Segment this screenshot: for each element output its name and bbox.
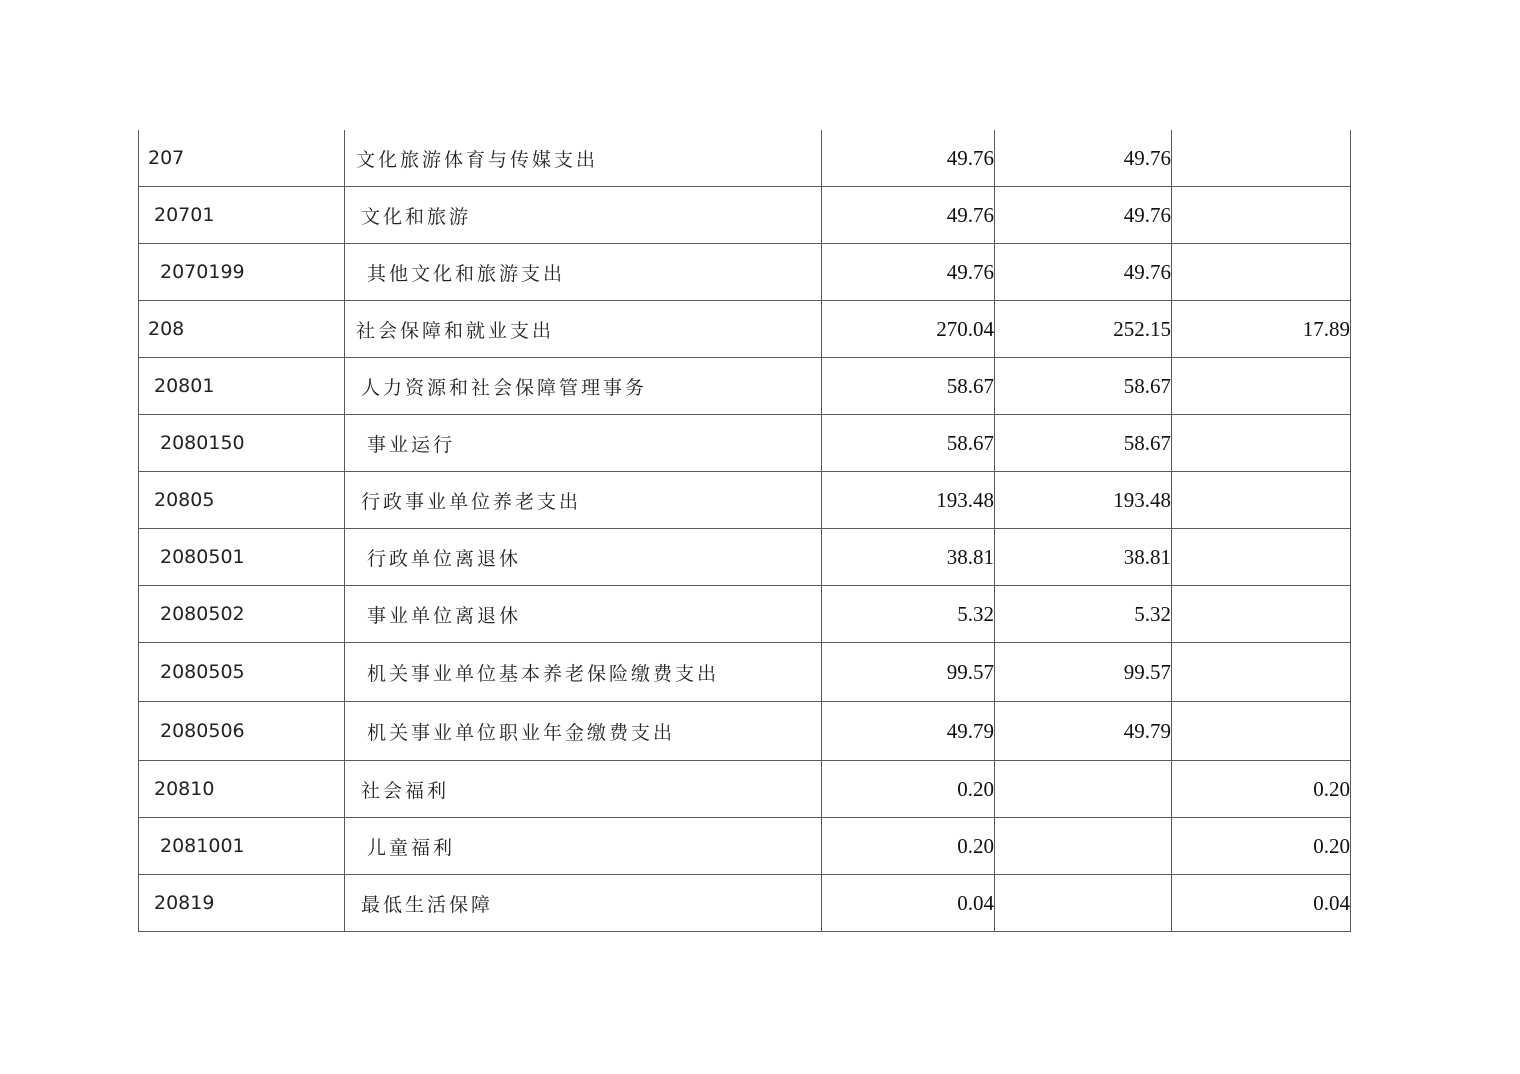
subject-code: 2070199: [139, 244, 345, 301]
expenditure-table: [138, 130, 1351, 932]
subject-name: 文化旅游体育与传媒支出: [345, 130, 822, 187]
basic-amount: 49.79: [995, 702, 1172, 761]
project-amount: [1172, 187, 1351, 244]
project-amount: [1172, 415, 1351, 472]
basic-amount: 99.57: [995, 643, 1172, 702]
project-amount: 0.20: [1172, 818, 1351, 875]
basic-amount: 49.76: [995, 130, 1172, 187]
basic-amount: 193.48: [995, 472, 1172, 529]
subject-code: 2080150: [139, 415, 345, 472]
basic-amount: [995, 875, 1172, 932]
project-amount: [1172, 244, 1351, 301]
project-amount: [1172, 643, 1351, 702]
subject-code: 2080505: [139, 643, 345, 702]
subject-name: 机关事业单位职业年金缴费支出: [345, 702, 822, 761]
basic-amount: 49.76: [995, 187, 1172, 244]
table-row: [139, 472, 1351, 529]
project-amount: 17.89: [1172, 301, 1351, 358]
table-row: [139, 244, 1351, 301]
project-amount: [1172, 586, 1351, 643]
basic-amount: 58.67: [995, 358, 1172, 415]
subject-name: 文化和旅游: [345, 187, 822, 244]
subject-code: 20810: [139, 761, 345, 818]
table-row: [139, 415, 1351, 472]
subject-name: 事业运行: [345, 415, 822, 472]
total-amount: 99.57: [822, 643, 995, 702]
project-amount: [1172, 472, 1351, 529]
project-amount: [1172, 130, 1351, 187]
subject-code: 2080506: [139, 702, 345, 761]
total-amount: 270.04: [822, 301, 995, 358]
total-amount: 58.67: [822, 415, 995, 472]
subject-name: 儿童福利: [345, 818, 822, 875]
basic-amount: 38.81: [995, 529, 1172, 586]
total-amount: 193.48: [822, 472, 995, 529]
subject-code: 20805: [139, 472, 345, 529]
table-row: [139, 643, 1351, 702]
basic-amount: 58.67: [995, 415, 1172, 472]
subject-code: 20801: [139, 358, 345, 415]
subject-code: 2080501: [139, 529, 345, 586]
table-row: [139, 875, 1351, 932]
subject-code: 2081001: [139, 818, 345, 875]
total-amount: 5.32: [822, 586, 995, 643]
total-amount: 49.79: [822, 702, 995, 761]
project-amount: [1172, 702, 1351, 761]
subject-name: 行政单位离退休: [345, 529, 822, 586]
basic-amount: [995, 761, 1172, 818]
total-amount: 38.81: [822, 529, 995, 586]
table-row: [139, 187, 1351, 244]
subject-name: 社会福利: [345, 761, 822, 818]
total-amount: 49.76: [822, 244, 995, 301]
subject-code: 207: [139, 130, 345, 187]
total-amount: 0.04: [822, 875, 995, 932]
table-row: [139, 818, 1351, 875]
total-amount: 58.67: [822, 358, 995, 415]
table-row: [139, 702, 1351, 761]
subject-name: 行政事业单位养老支出: [345, 472, 822, 529]
table-row: [139, 358, 1351, 415]
basic-amount: 252.15: [995, 301, 1172, 358]
total-amount: 0.20: [822, 818, 995, 875]
subject-name: 机关事业单位基本养老保险缴费支出: [345, 643, 822, 702]
project-amount: 0.20: [1172, 761, 1351, 818]
subject-name: 事业单位离退休: [345, 586, 822, 643]
project-amount: 0.04: [1172, 875, 1351, 932]
table-row: [139, 529, 1351, 586]
subject-name: 其他文化和旅游支出: [345, 244, 822, 301]
table-row: [139, 130, 1351, 187]
total-amount: 49.76: [822, 130, 995, 187]
subject-code: 20819: [139, 875, 345, 932]
subject-code: 208: [139, 301, 345, 358]
basic-amount: 49.76: [995, 244, 1172, 301]
basic-amount: [995, 818, 1172, 875]
table-row: [139, 586, 1351, 643]
subject-name: 社会保障和就业支出: [345, 301, 822, 358]
table-row: [139, 301, 1351, 358]
subject-code: 20701: [139, 187, 345, 244]
subject-name: 人力资源和社会保障管理事务: [345, 358, 822, 415]
budget-table-page: [138, 130, 1350, 932]
project-amount: [1172, 529, 1351, 586]
project-amount: [1172, 358, 1351, 415]
subject-name: 最低生活保障: [345, 875, 822, 932]
total-amount: 49.76: [822, 187, 995, 244]
table-row: [139, 761, 1351, 818]
total-amount: 0.20: [822, 761, 995, 818]
subject-code: 2080502: [139, 586, 345, 643]
basic-amount: 5.32: [995, 586, 1172, 643]
